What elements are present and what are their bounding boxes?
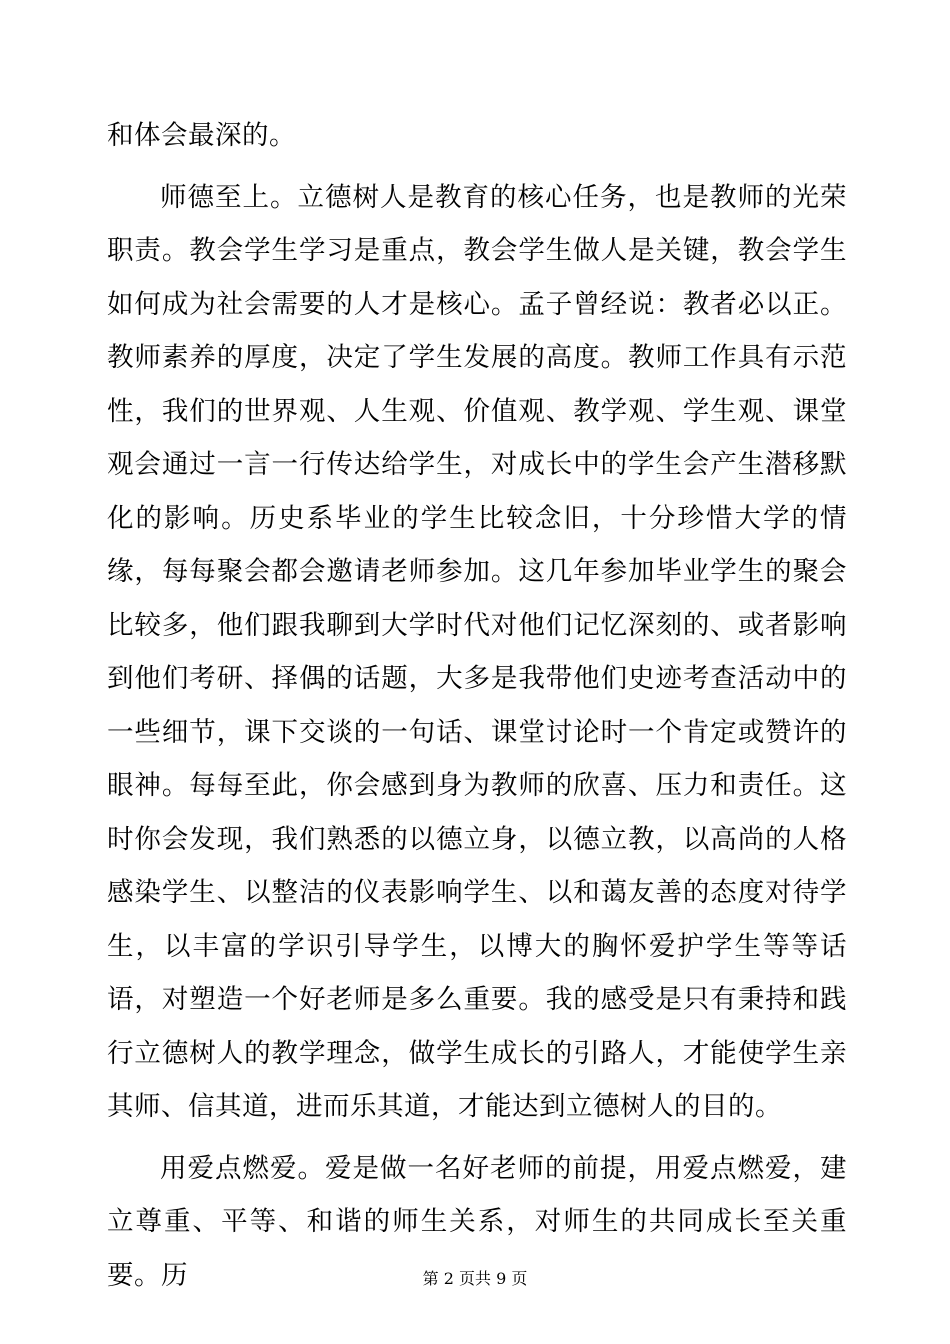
document-body (107, 109, 847, 1302)
page-number-footer: 第 2 页共 9 页 (422, 1269, 528, 1288)
paragraph-love-ignites-love: 用爱点燃爱。爱是做一名好老师的前提，用爱点燃爱，建立尊重、平等、和谐的师生关系，对师生的共同成长至关重要。历 (107, 1152, 847, 1291)
paragraph-teacher-ethics: 师德至上。立德树人是教育的核心任务，也是教师的光荣职责。教会学生学习是重点，教会学生做人是关键，教会学生如何成为社会需要的人才是核心。孟子曾经说：教者必以正。教师素养的厚度，决定了学生发展的高度。教师工作具有示范性，我们的世界观、人生观、价值观、教学观、学生观、课堂观会通过一言一行传达给学生，对成长中的学生会产生潜移默化的影响。历史系毕业的学生比较念旧，十分珍惜大学的情缘，每每聚会都会邀请老师参加。这几年参加毕业学生的聚会比较多，他们跟我聊到大学时代对他们记忆深刻的、或者影响到他们考研、择偶的话题，大多是我带他们史迹考查活动中的一些细节，课下交谈的一句话、课堂讨论时一个肯定或赞许的眼神。每每至此，你会感到身为教师的欣喜、压力和责任。这时你会发现，我们熟悉的以德立身，以德立教，以高尚的人格感染学生、以整洁的仪表影响学生、以和蔼友善的态度对待学生，以丰富的学识引导学生，以博大的胸怀爱护学生等等话语，对塑造一个好老师是多么重要。我的感受是只有秉持和践行立德树人的教学理念，做学生成长的引路人，才能使学生亲其师、信其道，进而乐其道，才能达到立德树人的目的。 (107, 181, 847, 1122)
paragraph-continuation: 和体会最深的。 (107, 120, 296, 151)
